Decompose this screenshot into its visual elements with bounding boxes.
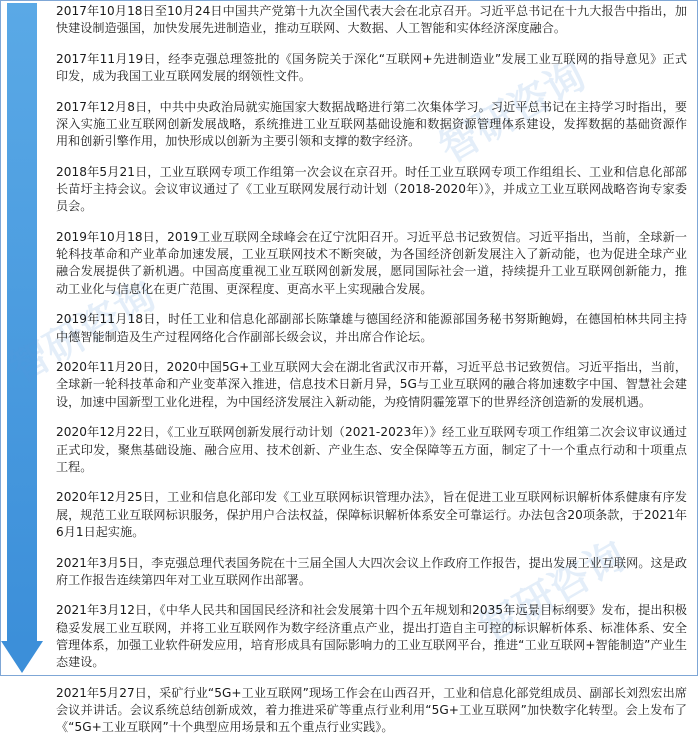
watermark-logo: 智研咨询: [431, 52, 594, 173]
timeline-entry: 2017年10月18日至10月24日中国共产党第十九次全国代表大会在北京召开。习近平总书记在十九大报告中指出，加快建设制造强国，加快发展先进制造业，推动互联网、大数据、人工智能和实体经济深度融合。: [56, 4, 687, 36]
timeline-entry: 2020年12月22日，《工业互联网创新发展行动计划（2021-2023年）》经工业互联网专项工作组第二次会议审议通过正式印发，聚焦基础设施、融合应用、技术创新、产业生态、安全保障等五方面，制定了十一个重点行动和十项重点工程。: [56, 425, 687, 474]
timeline-entry: 2020年11月20日，2020中国5G+工业互联网大会在湖北省武汉市开幕，习近平总书记致贺信。习近平指出，当前，全球新一轮科技革命和产业变革深入推进，信息技术日新月异，5G与工业互联网的融合将加速数字中国、智慧社会建设，加速中国新型工业化进程，为中国经济发展注入新动能，为疫情阴霾笼罩下的世界经济创造新的发展机遇。: [56, 360, 687, 409]
timeline-arrow-icon: [1, 641, 43, 673]
timeline-entry: 2019年10月18日，2019工业互联网全球峰会在辽宁沈阳召开。习近平总书记致贺信。习近平指出，当前，全球新一轮科技革命和产业革命加速发展，工业互联网技术不断突破，为各国经济创新发展注入了新动能，也为促进全球产业融合发展提供了新机遇。中国高度重视工业互联网创新发展，愿同国际社会一道，持续提升工业互联网创新能力，推动工业化与信息化在更广范围、更深程度、更高水平上实现融合发展。: [56, 230, 687, 296]
timeline-entry: 2020年12月25日，工业和信息化部印发《工业互联网标识管理办法》，旨在促进工业互联网标识解析体系健康有序发展，规范工业互联网标识服务，保护用户合法权益，保障标识解析体系安全可靠运行。办法包含20项条款，于2021年6月1日起实施。: [56, 490, 687, 539]
timeline-entry: 2021年3月5日，李克强总理代表国务院在十三届全国人大四次会议上作政府工作报告，提出发展工业互联网。这是政府工作报告连续第四年对工业互联网作出部署。: [56, 555, 687, 587]
timeline-entry: 2018年5月21日，工业互联网专项工作组第一次会议在京召开。时任工业互联网专项工作组组长、工业和信息化部部长苗圩主持会议。会议审议通过了《工业互联网发展行动计划（2018-2020年）》，并成立工业互联网战略咨询专家委员会。: [56, 164, 687, 214]
timeline-entry: 2021年3月12日，《中华人民共和国国民经济和社会发展第十四个五年规划和2035年远景目标纲要》发布，提出积极稳妥发展工业互联网，并将工业互联网作为数字经济重点产业，提出打造自主可控的标识解析体系、标准体系、安全管理体系，加强工业软件研发应用，培育形成具有国际影响力的工业互联网平台，推进“工业互联网+智能制造”产业生态建设。: [56, 603, 687, 670]
timeline-entry: 2019年11月18日，时任工业和信息化部副部长陈肇雄与德国经济和能源部国务秘书努斯鲍姆，在德国柏林共同主持中德智能制造及生产过程网络化合作副部长级会议，并出席合作论坛。: [56, 312, 687, 344]
timeline-entry: 2021年5月27日，采矿行业“5G+工业互联网”现场工作会在山西召开，工业和信息化部党组成员、副部长刘烈宏出席会议并讲话。会议系统总结创新成效，着力推进采矿等重点行业利用“5G+工业互联网”加快数字化转型。会上发布了《“5G+工业互联网”十个典型应用场景和五个重点行业实践》。: [56, 685, 687, 735]
timeline-entry: 2017年11月19日，经李克强总理签批的《国务院关于深化“互联网+先进制造业”发展工业互联网的指导意见》正式印发，成为我国工业互联网发展的纲领性文件。: [56, 51, 687, 84]
watermark-logo: 智研咨询: [471, 532, 634, 653]
timeline-entries: [56, 3, 687, 750]
timeline-bar: [7, 3, 37, 643]
timeline-entry: 2017年12月8日，中共中央政治局就实施国家大数据战略进行第二次集体学习。习近平总书记在主持学习时指出，要深入实施工业互联网创新发展战略，系统推进工业互联网基础设施和数据资源管理体系建设，发挥数据的基础资源作用和创新引擎作用，加快形成以创新为主要引领和支撑的数字经济。: [56, 99, 687, 149]
watermark-logo: 智研咨询: [1, 272, 164, 393]
